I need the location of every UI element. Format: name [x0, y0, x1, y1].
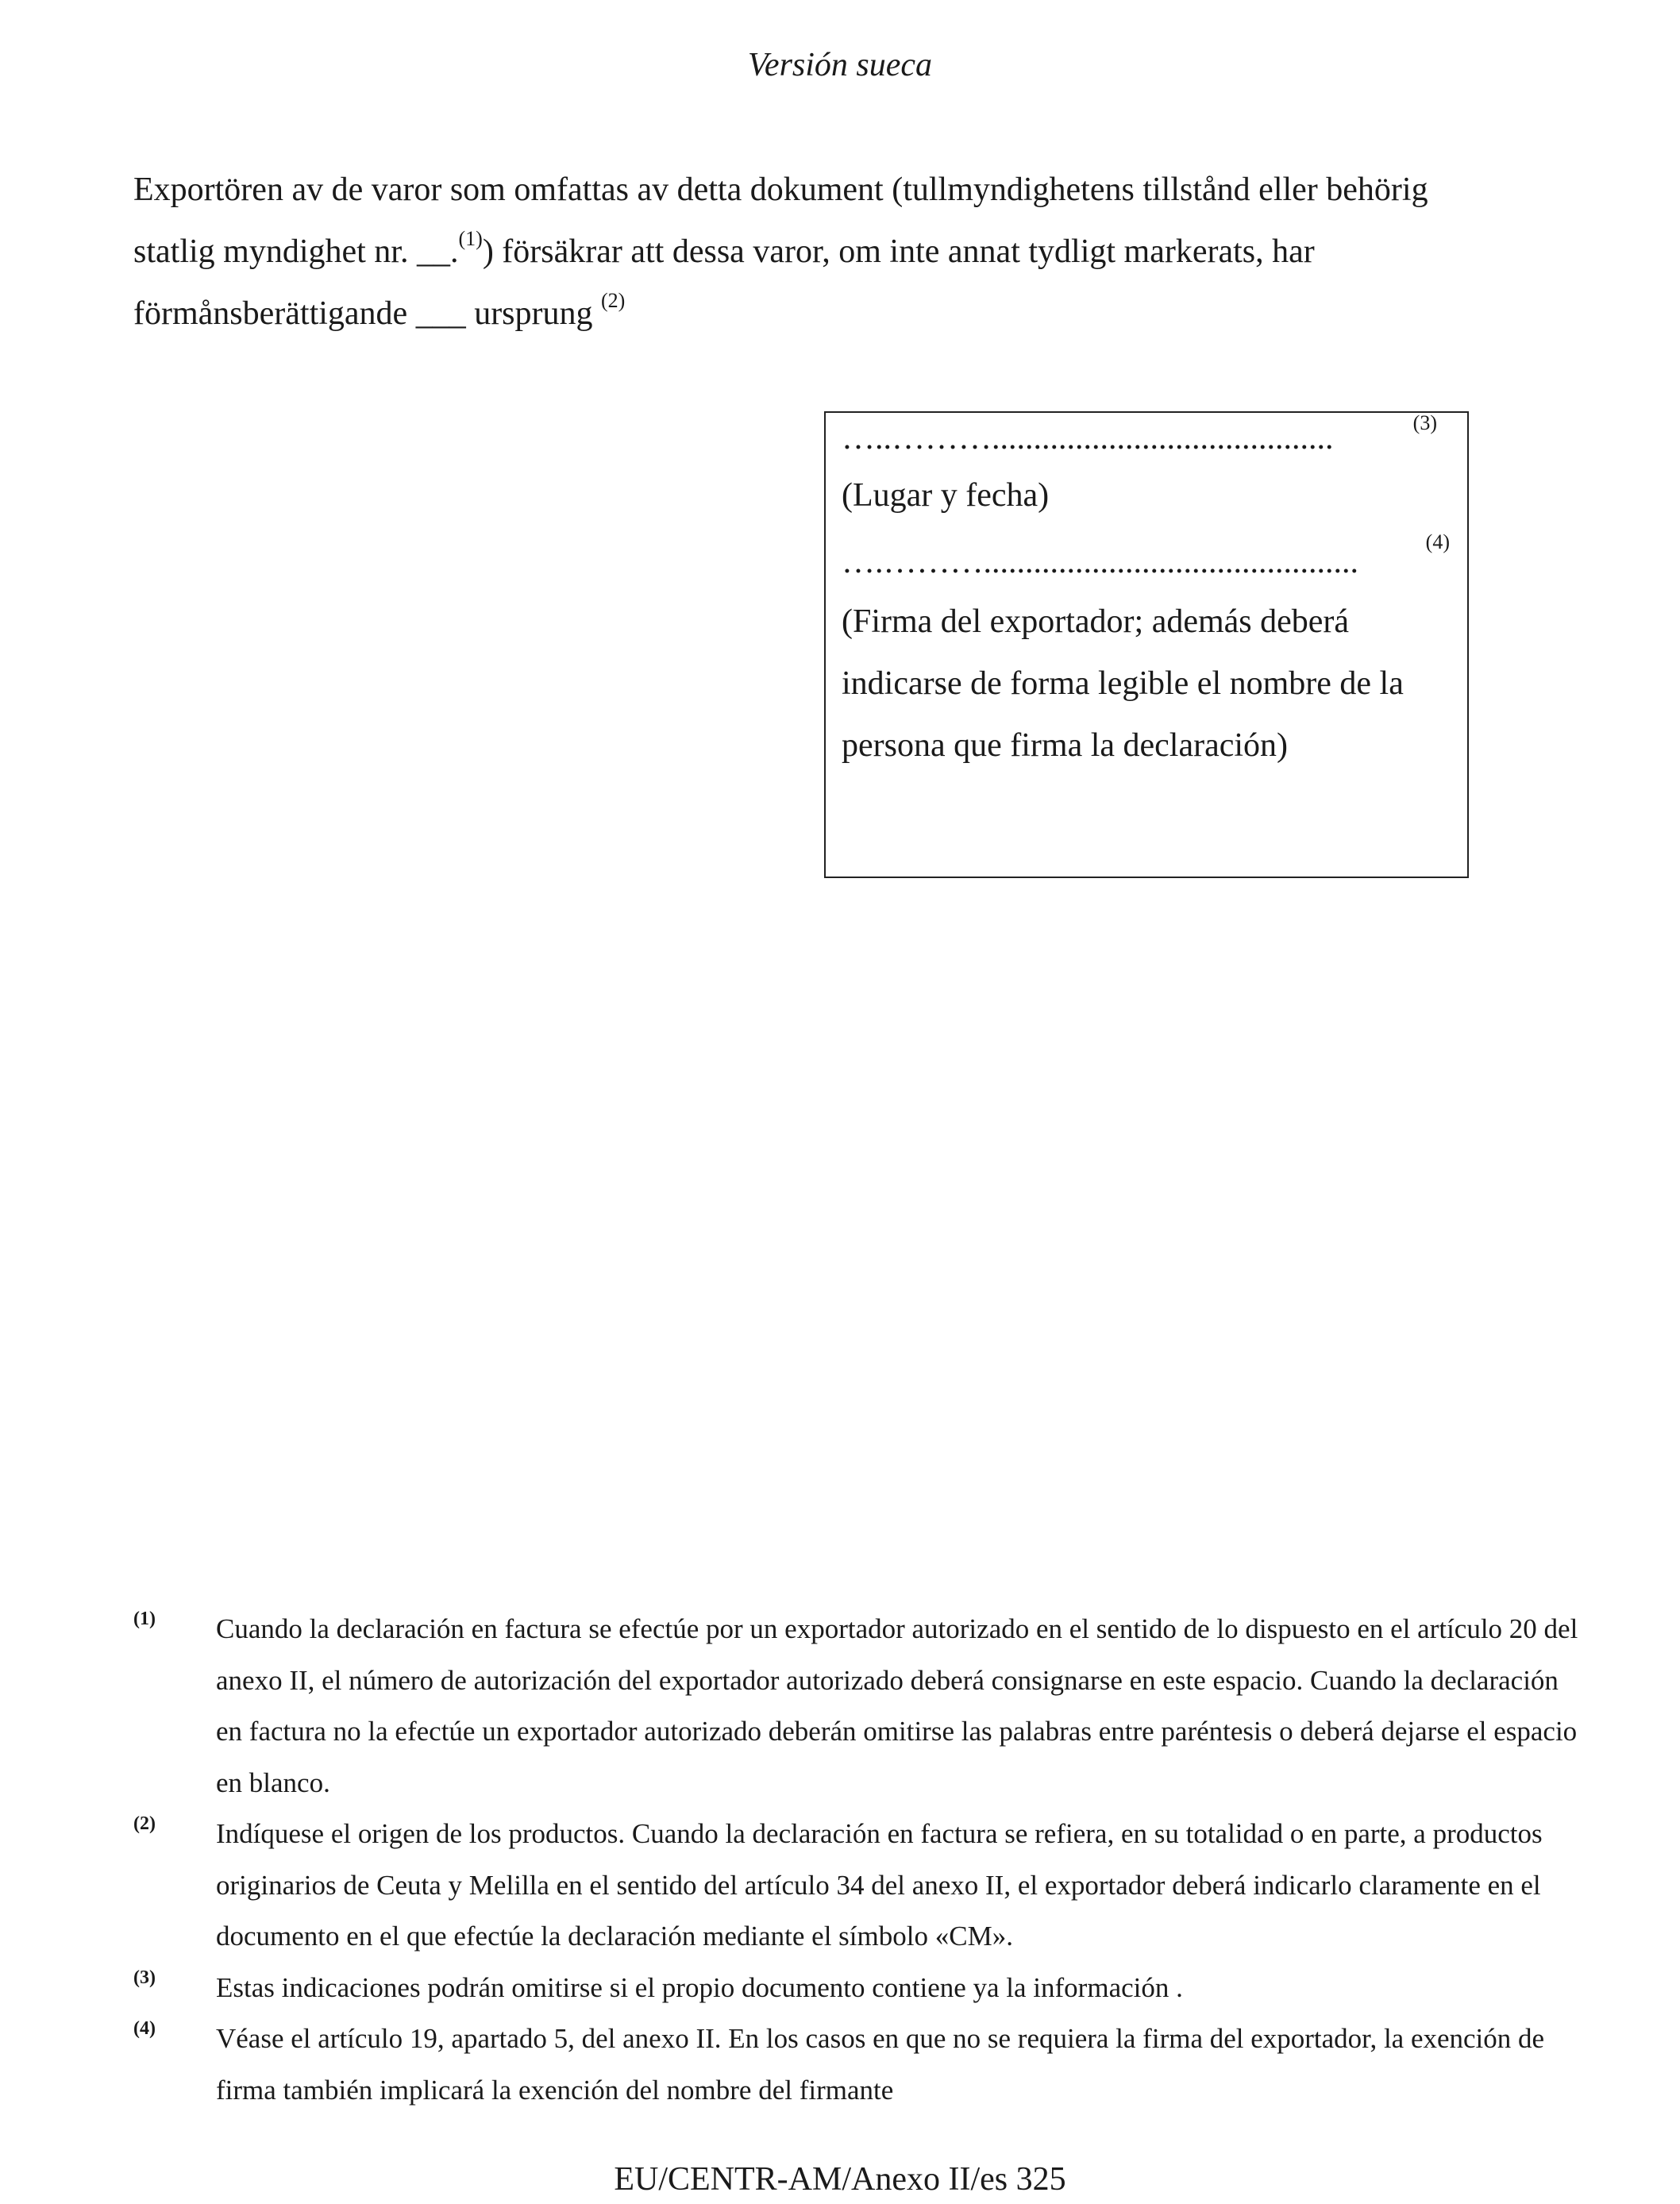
footnote-1 [133, 1604, 1578, 1809]
footnote-4 [133, 2013, 1578, 2116]
footnote-ref-2: (2) [601, 289, 626, 312]
place-date-label: (Lugar y fecha) [842, 477, 1050, 514]
footnote-3-number: (3) [133, 1967, 156, 1988]
declaration-line-3 [133, 283, 1578, 345]
declaration-line-2-start: statlig myndighet nr. __. [133, 233, 459, 270]
footnote-ref-1: (1) [458, 227, 483, 250]
signature-dotted-line: ….………............................................. [842, 544, 1358, 580]
footnotes [133, 1604, 1578, 2116]
declaration-line-2 [133, 221, 1578, 283]
declaration-line-3-text: förmånsberättigande ___ ursprung [133, 295, 602, 332]
place-date-dotted-line: …..………......................................... [842, 420, 1334, 457]
footnote-4-text: Véase el artículo 19, apartado 5, del anexo II. En los casos en que no se requiera la firma del exportador, la exención de firma también implicará la exención del nombre del firmante [216, 2023, 1545, 2106]
signature-caption: (Firma del exportador; además deberá indicarse de forma legible el nombre de la persona que firma la declaración) [842, 603, 1404, 764]
footnote-3 [133, 1963, 1578, 2014]
footnote-1-number: (1) [133, 1609, 156, 1629]
footnote-1-text: Cuando la declaración en factura se efectúe por un exportador autorizado en el sentido de lo dispuesto en el artículo 20 del anexo II, el número de autorización del exportador autorizado deberá consignarse en este espacio. Cuando la declaración en factura no la efectúe un exportador autorizado deberán omitirse las palabras entre paréntesis o deberá dejarse el espacio en blanco. [216, 1613, 1578, 1798]
footnote-2-text: Indíquese el origen de los productos. Cuando la declaración en factura se refiera, en su totalidad o en parte, a productos originarios de Ceuta y Melilla en el sentido del artículo 34 del anexo II, el exportador deberá indicarlo claramente en el documento en el que efectúe la declaración mediante el símbolo «CM». [216, 1818, 1543, 1952]
footnote-ref-3: (3) [1412, 411, 1437, 434]
footnote-2 [133, 1809, 1578, 1963]
page-footer-reference: EU/CENTR-AM/Anexo II/es 325 [614, 2161, 1066, 2198]
exporter-declaration-text [133, 159, 1578, 345]
footnote-ref-4: (4) [1425, 530, 1450, 553]
signature-box [824, 411, 1469, 878]
footnote-3-text: Estas indicaciones podrán omitirse si el propio documento contiene ya la información . [216, 1971, 1183, 2003]
declaration-line-1: Exportören av de varor som omfattas av detta dokument (tullmyndighetens tillstånd eller behörig [133, 171, 1428, 208]
footnote-2-number: (2) [133, 1813, 156, 1834]
footnote-4-number: (4) [133, 2018, 156, 2039]
page-heading: Versión sueca [747, 47, 933, 83]
declaration-line-2-end: ) försäkrar att dessa varor, om inte annat tydligt markerats, har [482, 233, 1315, 270]
